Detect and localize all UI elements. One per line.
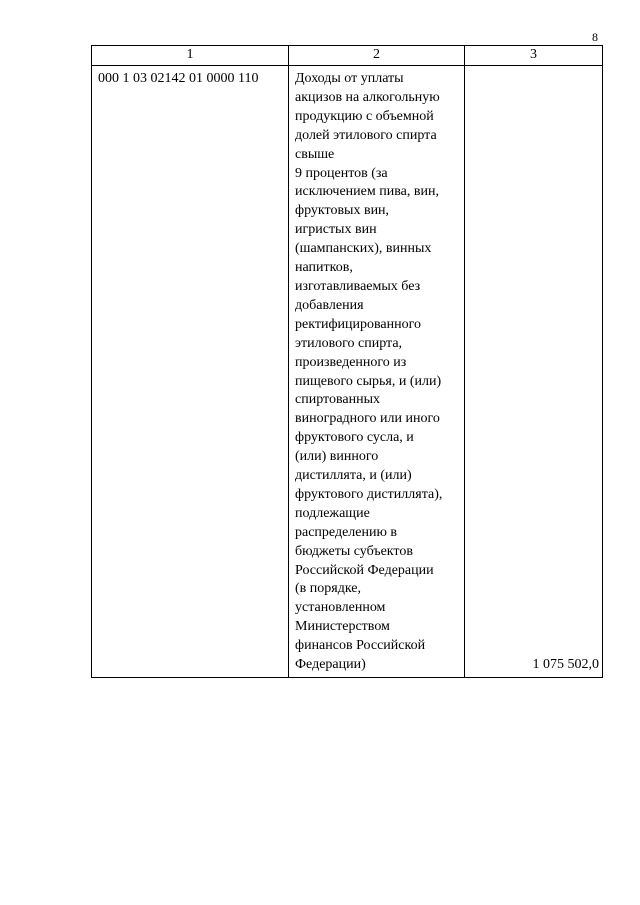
description-line: виноградного или иного	[295, 411, 440, 427]
revenue-description	[289, 66, 465, 678]
description-line: (шампанских), винных	[295, 241, 432, 257]
table-header-row	[92, 46, 603, 66]
description-line: фруктового дистиллята),	[295, 486, 443, 502]
description-line: Федерации)	[295, 657, 366, 673]
description-line: добавления	[295, 297, 364, 313]
description-line: Доходы от уплаты	[295, 71, 404, 86]
description-line: фруктовых вин,	[295, 203, 390, 219]
description-line: финансов Российской	[295, 638, 426, 654]
description-line: произведенного из	[295, 354, 407, 370]
description-line: игристых вин	[295, 222, 377, 238]
description-line: акцизов на алкогольную	[295, 89, 440, 105]
description-line: этилового спирта,	[295, 335, 403, 351]
description-line: изготавливаемых без	[295, 278, 421, 294]
description-line: продукцию с объемной	[295, 108, 434, 124]
description-line: фруктового сусла, и	[295, 430, 414, 446]
description-line: (или) винного	[295, 449, 379, 465]
description-line: установленном	[295, 600, 386, 616]
description-line: распределению в	[295, 524, 398, 540]
column-header-1: 1	[92, 46, 289, 66]
description-line: долей этилового спирта	[295, 127, 437, 143]
description-line: (в порядке,	[295, 581, 361, 597]
description-line: 9 процентов (за	[295, 165, 388, 181]
revenue-amount: 1 075 502,0	[465, 66, 603, 678]
description-line: исключением пива, вин,	[295, 184, 439, 200]
description-line: Российской Федерации	[295, 562, 434, 578]
table-row	[92, 66, 603, 678]
description-line: пищевого сырья, и (или)	[295, 373, 442, 389]
budget-classification-code: 000 1 03 02142 01 0000 110	[92, 66, 289, 678]
budget-table	[91, 45, 603, 678]
description-line: напитков,	[295, 260, 353, 276]
description-line: бюджеты субъектов	[295, 543, 413, 559]
column-header-2: 2	[289, 46, 465, 66]
column-header-3: 3	[465, 46, 603, 66]
description-line: Министерством	[295, 619, 390, 635]
description-line: свыше	[295, 146, 335, 162]
description-line: спиртованных	[295, 392, 380, 408]
description-line: подлежащие	[295, 505, 370, 521]
description-line: ректифицированного	[295, 316, 422, 332]
page-number: 8	[592, 30, 598, 44]
description-line: дистиллята, и (или)	[295, 468, 412, 484]
